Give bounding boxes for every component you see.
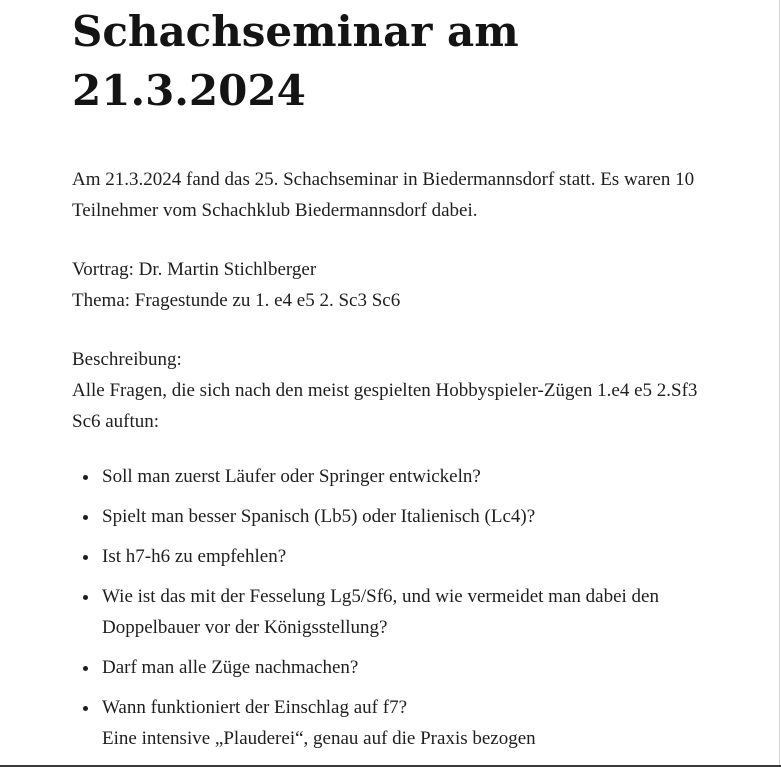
list-item: • Spielt man besser Spanisch (Lb5) oder Italienisch (Lc4)? <box>100 501 712 532</box>
page-title-line2: 21.3.2024 <box>72 66 306 115</box>
description-paragraph <box>72 344 712 437</box>
list-item-line1: • Wann funktioniert der Einschlag auf f7? <box>102 697 408 718</box>
lecturer-line: Vortrag: Dr. Martin Stichlberger <box>72 259 317 280</box>
list-item-line2: Eine intensive „Plauderei“, genau auf die Praxis bezogen <box>102 728 536 749</box>
description-label: Beschreibung: <box>72 349 182 370</box>
list-item: • Darf man alle Züge nachmachen? <box>100 652 712 683</box>
topic-line: Thema: Fragestunde zu 1. e4 e5 2. Sc3 Sc6 <box>72 290 401 311</box>
list-item <box>100 692 712 754</box>
page-title-line1: Schachseminar am <box>72 7 519 56</box>
list-item: • Soll man zuerst Läufer oder Springer entwickeln? <box>100 461 712 492</box>
list-item: • Ist h7-h6 zu empfehlen? <box>100 541 712 572</box>
intro-paragraph: Am 21.3.2024 fand das 25. Schachseminar in Biedermannsdorf statt. Es waren 10 Teilnehmer vom Schachklub Biedermannsdorf dabei. <box>72 169 695 221</box>
right-edge-divider <box>779 0 780 767</box>
page-title <box>72 2 712 120</box>
question-list <box>72 461 712 754</box>
lecture-info <box>72 254 712 316</box>
description-text: Alle Fragen, die sich nach den meist gespielten Hobbyspieler-Zügen 1.e4 e5 2.Sf3 Sc6 auftun: <box>72 380 698 432</box>
list-item: • Wie ist das mit der Fesselung Lg5/Sf6, und wie vermeidet man dabei den Doppelbauer vor der Königsstellung? <box>100 581 712 643</box>
